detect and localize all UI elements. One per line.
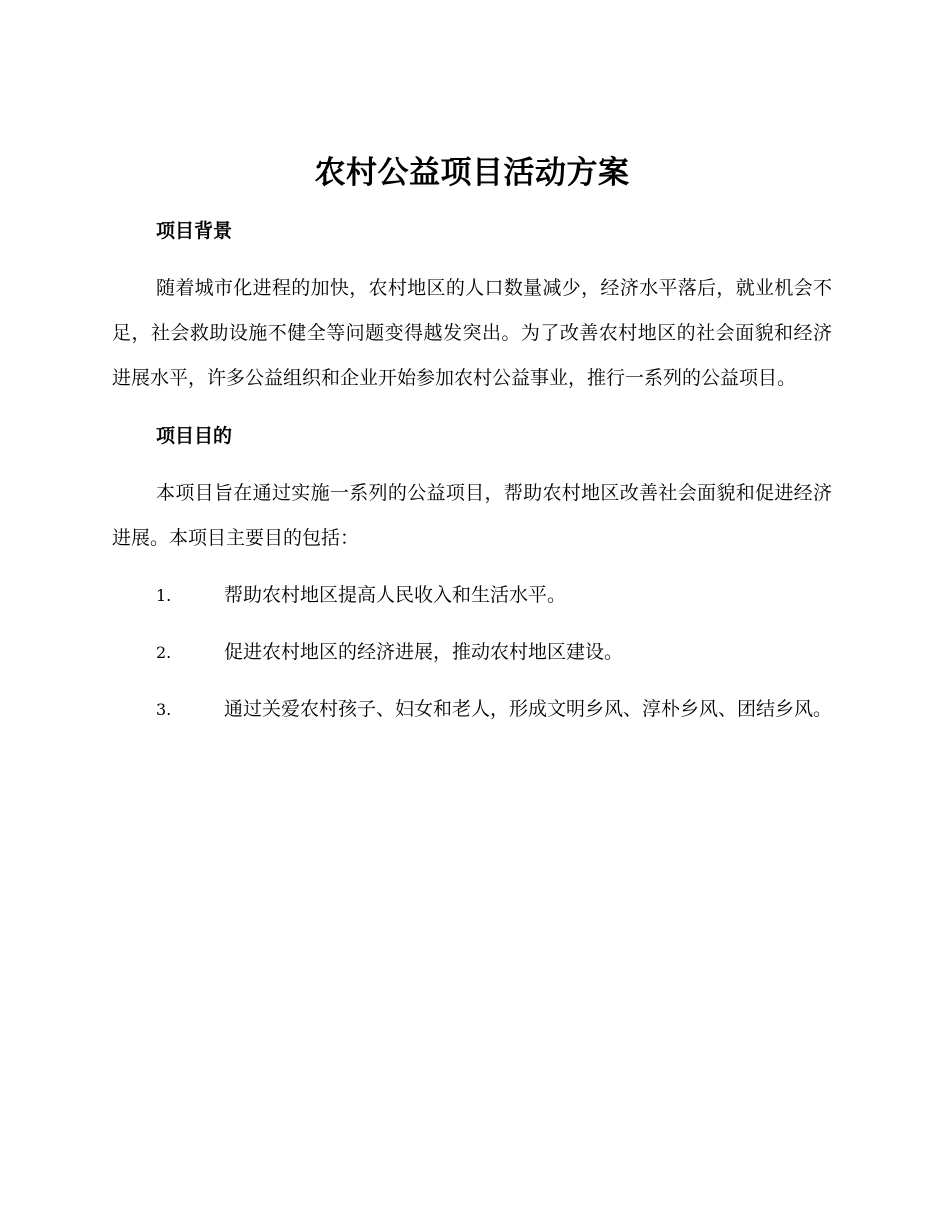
paragraph-background: 随着城市化进程的加快，农村地区的人口数量减少，经济水平落后，就业机会不足，社会救助设施不健全等问题变得越发突出。为了改善农村地区的社会面貌和经济进展水平，许多公益组织和企业开始参加农村公益事业，推行一系列的公益项目。 [112, 277, 832, 389]
section-heading-purpose: 项目目的 [156, 425, 233, 447]
purpose-list [112, 573, 832, 732]
document-content [112, 148, 832, 732]
list-item [112, 630, 832, 675]
list-item [112, 573, 832, 618]
list-item [112, 687, 832, 732]
list-item-number: 1. [156, 586, 172, 605]
section-heading-background: 项目背景 [156, 220, 233, 242]
list-item-number: 2. [156, 643, 172, 662]
list-item-text: 通过关爱农村孩子、妇女和老人，形成文明乡风、淳朴乡风、团结乡风。 [224, 698, 833, 720]
document-title: 农村公益项目活动方案 [314, 155, 630, 191]
list-item-number: 3. [156, 700, 172, 719]
list-item-text: 促进农村地区的经济进展，推动农村地区建设。 [224, 641, 624, 663]
paragraph-purpose: 本项目旨在通过实施一系列的公益项目，帮助农村地区改善社会面貌和促进经济进展。本项目主要目的包括： [112, 482, 832, 549]
list-item-text: 帮助农村地区提高人民收入和生活水平。 [224, 584, 567, 606]
